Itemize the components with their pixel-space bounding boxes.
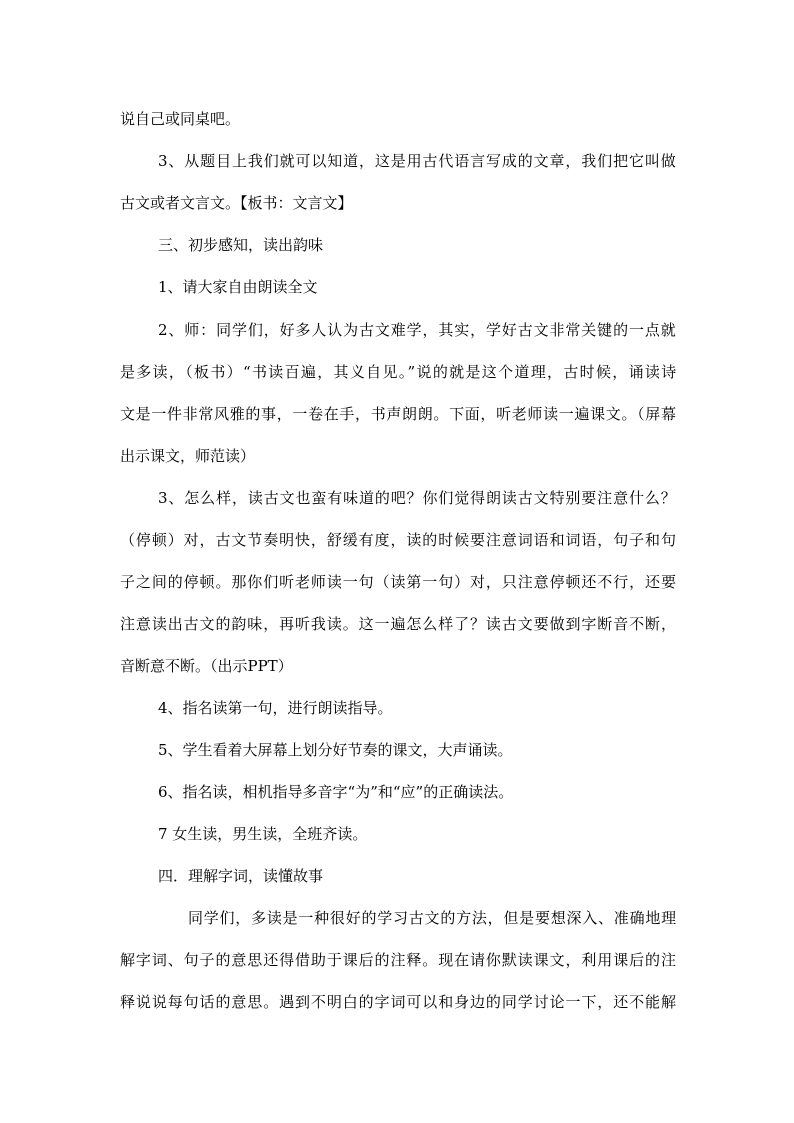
text-line: 子之间的停顿。那你们听老师读一句（读第一句）对，只注意停顿还不行，还要 (120, 573, 677, 591)
text-line: 6、指名读，相机指导多音字“为”和“应”的正确读法。 (158, 783, 514, 801)
text-line: 说自己或同桌吧。 (120, 110, 241, 128)
text-line: 5、学生看着大屏幕上划分好节奏的课文，大声诵读。 (158, 741, 513, 759)
text-line: 是多读，（板书）“书读百遍，其义自见。”说的就是这个道理，古时候，诵读诗 (120, 363, 678, 381)
text-line: 3、从题目上我们就可以知道，这是用古代语言写成的文章，我们把它叫做 (158, 152, 677, 170)
text-line: 注意读出古文的韵味，再听我读。这一遍怎么样了？读古文要做到字断音不断， (120, 615, 677, 633)
text-line: 3、怎么样，读古文也蛮有味道的吧？你们觉得朗读古文特别要注意什么？ (158, 489, 677, 507)
text-line: 文是一件非常风雅的事，一卷在手，书声朗朗。下面，听老师读一遍课文。（屏幕 (120, 405, 677, 423)
text-line: 解字词、句子的意思还得借助于课后的注释。现在请你默读课文，利用课后的注 (120, 951, 677, 969)
text-line: 2、师：同学们，好多人认为古文难学，其实，学好古文非常关键的一点就 (158, 321, 677, 339)
text-line: 1、请大家自由朗读全文 (158, 278, 318, 296)
text-line: 4、指名读第一句，进行朗读指导。 (158, 699, 393, 717)
section-heading: 四．理解字词，读懂故事 (158, 867, 324, 885)
text-line: （停顿）对，古文节奏明快，舒缓有度，读的时候要注意词语和词语，句子和句 (120, 531, 677, 549)
text-line: 古文或者文言文。【板书：文言文】 (120, 194, 353, 212)
text-line: 7 女生读，男生读，全班齐读。 (158, 825, 368, 843)
text-line: 出示课文，师范读） (120, 447, 256, 465)
text-line: 音断意不断。（出示PPT） (120, 657, 293, 675)
text-line: 同学们，多读是一种很好的学习古文的方法，但是要想深入、准确地理 (188, 909, 677, 927)
section-heading: 三、初步感知，读出韵味 (158, 236, 324, 254)
text-line: 释说说每句话的意思。遇到不明白的字词可以和身边的同学讨论一下，还不能解 (120, 993, 677, 1011)
